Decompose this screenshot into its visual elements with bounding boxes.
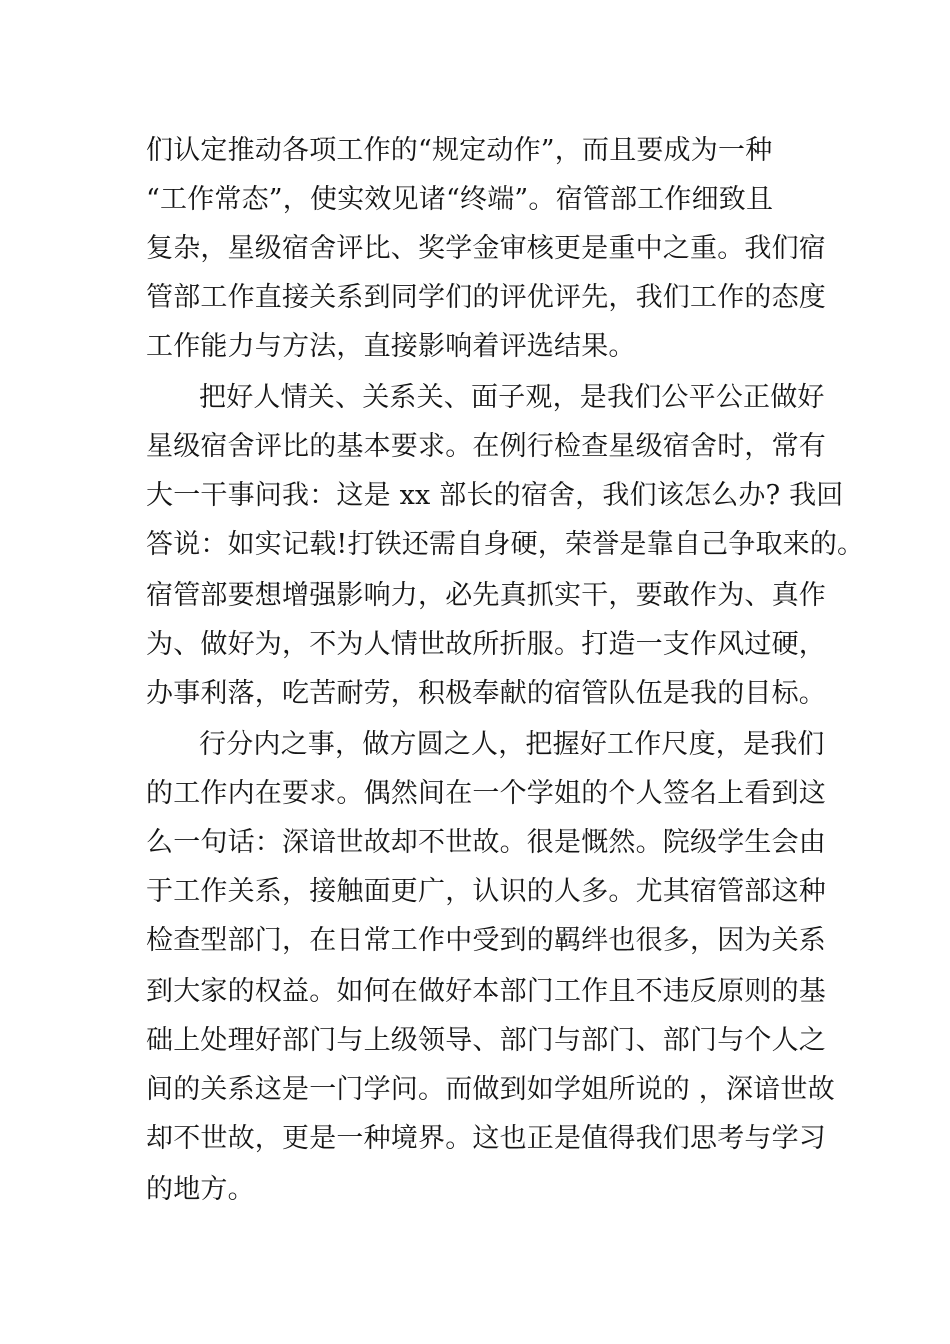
text-line: 宿管部要想增强影响力，必先真抓实干，要敢作为、真作 [146, 580, 826, 611]
text-line: 的地方。 [146, 1174, 255, 1205]
paragraph-start-line: 行分内之事，做方圆之人，把握好工作尺度，是我们 [199, 729, 825, 760]
text-line: 却不世故，更是一种境界。这也正是值得我们思考与学习 [146, 1123, 826, 1154]
text-line: 星级宿舍评比的基本要求。在例行检查星级宿舍时，常有 [146, 431, 826, 462]
text-line: 间的关系这是一门学问。而做到如学姐所说的 ，深谙世故 [146, 1074, 835, 1105]
text-line: 答说：如实记载!打铁还需自身硬，荣誉是靠自己争取来的。 [146, 529, 865, 560]
text-line: 为、做好为，不为人情世故所折服。打造一支作风过硬， [146, 629, 826, 660]
text-line: 管部工作直接关系到同学们的评优评先，我们工作的态度 [146, 282, 826, 313]
text-line: 么一句话：深谙世故却不世故。很是慨然。院级学生会由 [146, 827, 826, 858]
text-line: 大一干事问我：这是 xx 部长的宿舍，我们该怎么办? 我回 [146, 480, 844, 511]
paragraph-start-line: 把好人情关、关系关、面子观，是我们公平公正做好 [199, 382, 825, 413]
text-line: 到大家的权益。如何在做好本部门工作且不违反原则的基 [146, 976, 826, 1007]
text-line: 工作能力与方法，直接影响着评选结果。 [146, 331, 636, 362]
text-line: 的工作内在要求。偶然间在一个学姐的个人签名上看到这 [146, 778, 826, 809]
text-line: 们认定推动各项工作的“规定动作”，而且要成为一种 [146, 135, 773, 166]
text-line: 于工作关系，接触面更广，认识的人多。尤其宿管部这种 [146, 876, 826, 907]
text-line: 办事利落，吃苦耐劳，积极奉献的宿管队伍是我的目标。 [146, 678, 826, 709]
text-line: “工作常态”，使实效见诸“终端”。宿管部工作细致且 [146, 184, 774, 215]
text-line: 检查型部门，在日常工作中受到的羁绊也很多，因为关系 [146, 925, 826, 956]
text-line: 础上处理好部门与上级领导、部门与部门、部门与个人之 [146, 1025, 826, 1056]
text-line: 复杂，星级宿舍评比、奖学金审核更是重中之重。我们宿 [146, 233, 826, 264]
